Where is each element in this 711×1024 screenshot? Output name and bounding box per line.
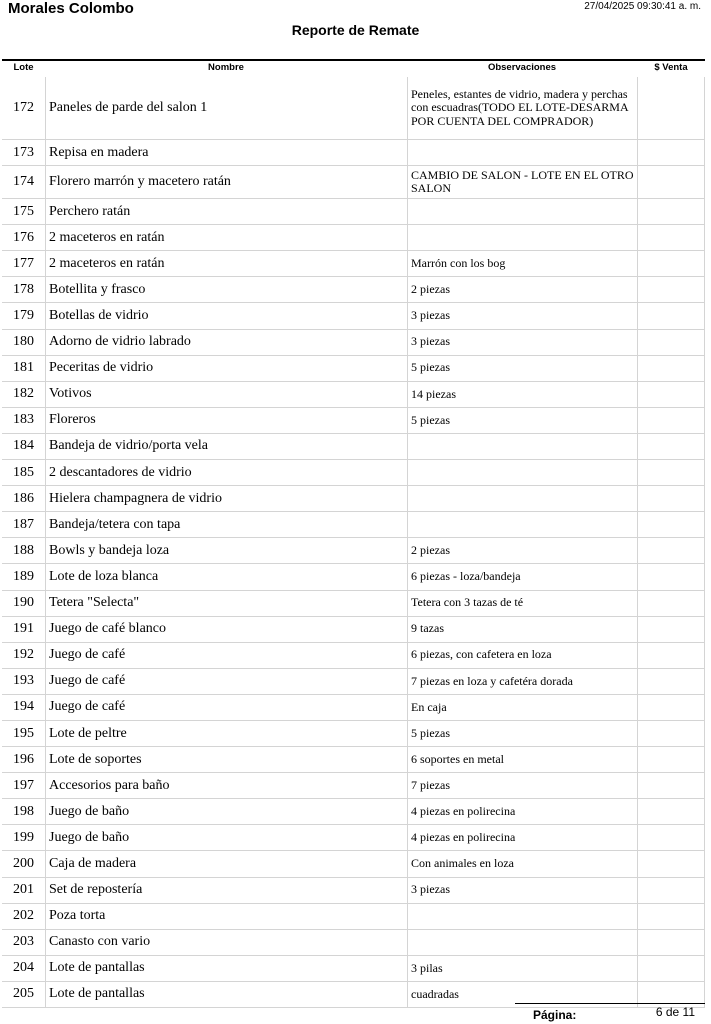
column-header-lote: Lote — [13, 62, 34, 73]
cell-lote: 195 — [13, 725, 34, 741]
cell-lote: 198 — [13, 803, 34, 819]
cell-nombre: 2 descantadores de vidrio — [45, 460, 407, 485]
cell-venta — [637, 382, 705, 407]
cell-nombre: Florero marrón y macetero ratán — [45, 166, 407, 198]
table-row — [2, 669, 705, 695]
cell-observaciones — [407, 225, 637, 250]
cell-nombre: Lote de soportes — [45, 747, 407, 772]
cell-observaciones: 7 piezas en loza y cafetéra dorada — [407, 669, 637, 694]
cell-nombre: Repisa en madera — [45, 140, 407, 165]
page-number: 6 de 11 — [655, 1005, 695, 1019]
cell-lote: 196 — [13, 751, 34, 767]
column-header-nombre: Nombre — [208, 62, 244, 73]
cell-nombre: Caja de madera — [45, 851, 407, 876]
cell-venta — [637, 538, 705, 563]
cell-observaciones: 5 piezas — [407, 721, 637, 746]
cell-venta — [637, 199, 705, 224]
cell-lote: 185 — [13, 464, 34, 480]
cell-nombre: Poza torta — [45, 904, 407, 929]
cell-observaciones — [407, 512, 637, 537]
column-header-observaciones: Observaciones — [487, 62, 557, 73]
cell-nombre: 2 maceteros en ratán — [45, 225, 407, 250]
cell-observaciones: 3 piezas — [407, 330, 637, 355]
cell-observaciones — [407, 930, 637, 955]
table-row — [2, 251, 705, 277]
cell-observaciones: 3 piezas — [407, 878, 637, 903]
cell-lote: 172 — [13, 100, 34, 115]
cell-venta — [637, 356, 705, 381]
cell-lote: 179 — [13, 308, 34, 324]
table-row — [2, 773, 705, 799]
cell-observaciones — [407, 460, 637, 485]
cell-venta — [637, 825, 705, 850]
cell-nombre: Tetera "Selecta" — [45, 591, 407, 616]
cell-nombre: Bandeja de vidrio/porta vela — [45, 434, 407, 459]
table-row — [2, 591, 705, 617]
cell-lote: 187 — [13, 516, 34, 532]
cell-observaciones: 7 piezas — [407, 773, 637, 798]
table-row — [2, 982, 705, 1008]
cell-observaciones: 5 piezas — [407, 408, 637, 433]
cell-venta — [637, 930, 705, 955]
cell-lote: 203 — [13, 934, 34, 950]
table-row — [2, 140, 705, 166]
cell-observaciones: 2 piezas — [407, 538, 637, 563]
table-row — [2, 721, 705, 747]
cell-nombre: Juego de café — [45, 643, 407, 668]
cell-observaciones: 2 piezas — [407, 277, 637, 302]
cell-observaciones — [407, 140, 637, 165]
cell-lote: 189 — [13, 568, 34, 584]
cell-venta — [637, 773, 705, 798]
cell-observaciones: cuadradas — [407, 982, 637, 1007]
cell-lote: 190 — [13, 595, 34, 611]
cell-lote: 200 — [13, 855, 34, 871]
cell-venta — [637, 408, 705, 433]
cell-venta — [637, 486, 705, 511]
cell-lote: 174 — [13, 174, 34, 190]
table-row — [2, 356, 705, 382]
cell-nombre: Hielera champagnera de vidrio — [45, 486, 407, 511]
cell-lote: 197 — [13, 777, 34, 793]
cell-nombre: Lote de pantallas — [45, 956, 407, 981]
cell-nombre: Perchero ratán — [45, 199, 407, 224]
cell-nombre: Accesorios para baño — [45, 773, 407, 798]
cell-lote: 176 — [13, 229, 34, 245]
cell-venta — [637, 617, 705, 642]
column-headers — [2, 62, 705, 75]
table-row — [2, 956, 705, 982]
cell-observaciones — [407, 904, 637, 929]
table-row — [2, 538, 705, 564]
cell-observaciones: En caja — [407, 695, 637, 720]
cell-observaciones: 5 piezas — [407, 356, 637, 381]
cell-nombre: Peceritas de vidrio — [45, 356, 407, 381]
cell-venta — [637, 591, 705, 616]
cell-observaciones: CAMBIO DE SALON - LOTE EN EL OTRO SALON — [407, 166, 637, 198]
cell-nombre: Lote de loza blanca — [45, 564, 407, 589]
lots-table — [2, 77, 705, 1008]
cell-nombre: Juego de café — [45, 695, 407, 720]
cell-venta — [637, 330, 705, 355]
table-row — [2, 930, 705, 956]
table-row — [2, 330, 705, 356]
cell-venta — [637, 434, 705, 459]
cell-nombre: Canasto con vario — [45, 930, 407, 955]
cell-observaciones: Con animales en loza — [407, 851, 637, 876]
cell-nombre: Botellas de vidrio — [45, 303, 407, 328]
header-divider — [2, 59, 705, 61]
cell-venta — [637, 512, 705, 537]
table-row — [2, 486, 705, 512]
cell-venta — [637, 140, 705, 165]
table-row — [2, 643, 705, 669]
cell-observaciones: 6 soportes en metal — [407, 747, 637, 772]
cell-venta — [637, 166, 705, 198]
cell-venta — [637, 564, 705, 589]
cell-venta — [637, 643, 705, 668]
cell-venta — [637, 878, 705, 903]
table-row — [2, 77, 705, 140]
cell-nombre: 2 maceteros en ratán — [45, 251, 407, 276]
company-name: Morales Colombo — [8, 0, 134, 17]
cell-nombre: Bowls y bandeja loza — [45, 538, 407, 563]
cell-observaciones: 14 piezas — [407, 382, 637, 407]
cell-observaciones: 3 pilas — [407, 956, 637, 981]
cell-lote: 205 — [13, 986, 34, 1002]
table-row — [2, 617, 705, 643]
cell-observaciones: 4 piezas en polirecina — [407, 825, 637, 850]
cell-nombre: Bandeja/tetera con tapa — [45, 512, 407, 537]
cell-venta — [637, 695, 705, 720]
cell-observaciones: Peneles, estantes de vidrio, madera y perchas con escuadras(TODO EL LOTE-DESARMA POR CUENTA DEL COMPRADOR) — [407, 77, 637, 139]
cell-venta — [637, 303, 705, 328]
table-row — [2, 878, 705, 904]
table-row — [2, 747, 705, 773]
cell-lote: 199 — [13, 829, 34, 845]
cell-observaciones: 9 tazas — [407, 617, 637, 642]
table-row — [2, 904, 705, 930]
cell-lote: 194 — [13, 699, 34, 715]
cell-nombre: Botellita y frasco — [45, 277, 407, 302]
cell-venta — [637, 669, 705, 694]
table-row — [2, 434, 705, 460]
cell-nombre: Floreros — [45, 408, 407, 433]
table-row — [2, 460, 705, 486]
cell-venta — [637, 277, 705, 302]
table-row — [2, 382, 705, 408]
cell-venta — [637, 251, 705, 276]
cell-nombre: Juego de baño — [45, 799, 407, 824]
cell-lote: 192 — [13, 647, 34, 663]
cell-lote: 182 — [13, 386, 34, 402]
cell-observaciones: 6 piezas, con cafetera en loza — [407, 643, 637, 668]
cell-venta — [637, 225, 705, 250]
column-header-venta: $ Venta — [654, 62, 688, 73]
page-label: Página: — [533, 1008, 577, 1022]
cell-lote: 188 — [13, 542, 34, 558]
cell-nombre: Set de repostería — [45, 878, 407, 903]
cell-venta — [637, 956, 705, 981]
cell-observaciones: 6 piezas - loza/bandeja — [407, 564, 637, 589]
cell-lote: 175 — [13, 203, 34, 219]
cell-nombre: Adorno de vidrio labrado — [45, 330, 407, 355]
cell-nombre: Lote de pantallas — [45, 982, 407, 1007]
cell-venta — [637, 747, 705, 772]
table-row — [2, 564, 705, 590]
table-row — [2, 851, 705, 877]
report-datetime: 27/04/2025 09:30:41 a. m. — [584, 1, 701, 12]
cell-observaciones: Marrón con los bog — [407, 251, 637, 276]
cell-nombre: Juego de café — [45, 669, 407, 694]
table-row — [2, 277, 705, 303]
table-row — [2, 825, 705, 851]
cell-venta — [637, 904, 705, 929]
cell-lote: 193 — [13, 673, 34, 689]
footer-divider — [515, 1003, 705, 1004]
cell-lote: 201 — [13, 882, 34, 898]
cell-lote: 204 — [13, 960, 34, 976]
table-row — [2, 512, 705, 538]
cell-lote: 202 — [13, 908, 34, 924]
cell-observaciones: 4 piezas en polirecina — [407, 799, 637, 824]
cell-lote: 191 — [13, 621, 34, 637]
cell-nombre: Paneles de parde del salon 1 — [45, 77, 407, 139]
cell-observaciones — [407, 199, 637, 224]
cell-observaciones — [407, 434, 637, 459]
cell-nombre: Lote de peltre — [45, 721, 407, 746]
table-row — [2, 225, 705, 251]
cell-lote: 180 — [13, 334, 34, 350]
cell-lote: 186 — [13, 490, 34, 506]
cell-venta — [637, 799, 705, 824]
cell-lote: 181 — [13, 360, 34, 376]
table-row — [2, 695, 705, 721]
cell-observaciones: 3 piezas — [407, 303, 637, 328]
table-row — [2, 408, 705, 434]
cell-nombre: Votivos — [45, 382, 407, 407]
cell-lote: 173 — [13, 144, 34, 160]
table-row — [2, 199, 705, 225]
cell-lote: 184 — [13, 438, 34, 454]
cell-venta — [637, 77, 705, 139]
cell-lote: 177 — [13, 255, 34, 271]
report-title: Reporte de Remate — [291, 22, 420, 38]
cell-venta — [637, 460, 705, 485]
table-row — [2, 303, 705, 329]
cell-lote: 178 — [13, 281, 34, 297]
cell-nombre: Juego de café blanco — [45, 617, 407, 642]
table-row — [2, 166, 705, 199]
cell-observaciones — [407, 486, 637, 511]
cell-observaciones: Tetera con 3 tazas de té — [407, 591, 637, 616]
cell-nombre: Juego de baño — [45, 825, 407, 850]
cell-lote: 183 — [13, 412, 34, 428]
cell-venta — [637, 851, 705, 876]
table-row — [2, 799, 705, 825]
cell-venta — [637, 721, 705, 746]
